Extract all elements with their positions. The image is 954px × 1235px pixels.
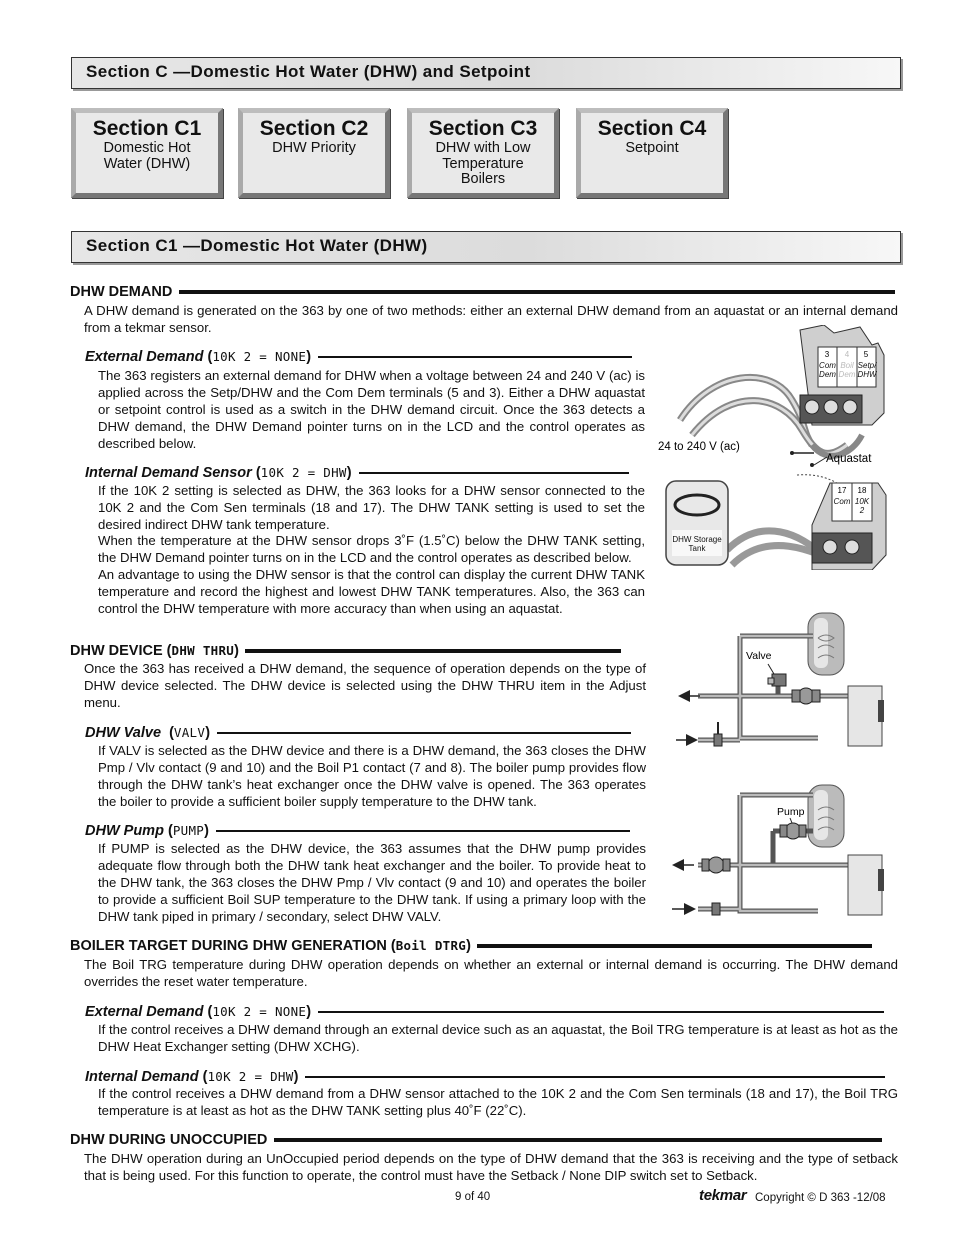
dhw-demand-heading (70, 284, 895, 301)
section-c-banner (71, 57, 901, 89)
boiler-external-demand-heading: External Demand (10K 2 = NONE) (85, 1003, 884, 1021)
dhw-pump-paragraph: If PUMP is selected as the DHW device, the 363 assumes that the DHW pump provides adequate flow through both the DHW tank heat exchanger and the boiler. To provide heat to the DHW tank, the 363 closes the DHW Pmp / Vlv contact (9 and 10) and operates the boiler to provide a sufficient Boil SUP temperature to the DHW tank. If using a primary loop with the DHW tank piped in primary / secondary, select DHW VALV. (98, 841, 646, 924)
boiler-external-demand-paragraph: If the control receives a DHW demand through an external device such as an aquastat, the Boil TRG temperature is at least as hot as the DHW Heat Exchanger setting (DHW XCHG). (98, 1022, 898, 1054)
subheading-title: DHW Pump (85, 823, 164, 839)
copyright: Copyright © D 363 -12/08 (755, 1192, 886, 1204)
tile-section-c2[interactable] (238, 108, 390, 198)
voltage-label: 24 to 240 V (ac) (658, 441, 740, 453)
check-valve (712, 903, 720, 915)
valve-label: Valve (746, 650, 772, 662)
tile-title: Section C4 (597, 117, 707, 140)
heading-text: DHW DURING UNOCCUPIED (70, 1132, 268, 1148)
external-demand-heading: External Demand (10K 2 = NONE) (85, 348, 632, 366)
leader-line (768, 664, 774, 674)
lcd-setting: 10K 2 = DHW (207, 1069, 294, 1084)
terminal-label: Boil Dem (838, 361, 856, 379)
heading-rule (245, 649, 621, 653)
subheading-title: DHW Valve (85, 725, 162, 741)
heading-text: BOILER TARGET DURING DHW GENERATION (70, 938, 387, 954)
flange (702, 859, 709, 871)
tile-subtitle: Setpoint (625, 140, 679, 156)
boiler-fitting (878, 869, 884, 891)
subheading-rule (305, 1076, 885, 1078)
subheading-rule (318, 1011, 884, 1013)
lcd-setting: VALV (173, 725, 206, 740)
dhw-valve-heading: DHW Valve (VALV) (85, 724, 631, 742)
page-number: 9 of 40 (455, 1191, 491, 1203)
lcd-setting: 10K 2 = NONE (212, 1004, 307, 1019)
wiring-diagram (652, 325, 902, 570)
section-c-title: Section C —Domestic Hot Water (DHW) and Setpoint (86, 62, 531, 81)
valve-actuator (768, 678, 774, 684)
terminal-number: 17 (837, 486, 847, 495)
screw (824, 400, 838, 414)
subheading-title: Internal Demand (85, 1069, 199, 1085)
tekmar-logo: tekmar (699, 1187, 747, 1204)
lcd-setting: Boil DTRG (395, 938, 467, 953)
flange (723, 859, 730, 871)
screw (823, 540, 837, 554)
tank-highlight (814, 790, 828, 840)
boiler-target-paragraph: The Boil TRG temperature during DHW operation depends on whether an external or internal demand is occurring. The DHW demand overrides the reset water temperature. (84, 957, 898, 989)
subheading-title: Internal Demand Sensor (85, 465, 252, 481)
dhw-valve-paragraph: If VALV is selected as the DHW device and there is a DHW demand, the 363 closes the DHW Pmp / Vlv contact (9 and 10) and the Boil P1 contact (7 and 8). The boiler pump provides flow through the DHW tank’s heat exchanger once the DHW valve is opened. The 363 operates the boiler to provide a sufficient boiler supply temperature to the DHW tank. (98, 743, 646, 809)
heading-text: DHW DEVICE (70, 643, 163, 659)
internal-demand-paragraph-2: When the temperature at the DHW sensor drops 3˚F (1.5˚C) below the DHW TANK setting, the DHW Demand pointer turns on in the LCD and the control operates as described below. (98, 533, 645, 565)
heading-text: DHW DEMAND (70, 284, 173, 300)
switch-contact (810, 463, 814, 467)
screw (845, 540, 859, 554)
tile-title: Section C3 (428, 117, 538, 140)
boiler-target-heading: BOILER TARGET DURING DHW GENERATION (Boil DTRG) (70, 937, 872, 955)
wire (680, 377, 812, 445)
subheading-title: External Demand (85, 349, 204, 365)
pump-label: Pump (777, 806, 805, 818)
boiler-pump (708, 857, 724, 873)
terminal-label: Com (833, 497, 851, 506)
flange (812, 690, 820, 702)
dhw-demand-paragraph: A DHW demand is generated on the 363 by one of two methods: either an external DHW demand from an aquastat or an internal demand from a tekmar sensor. (84, 303, 898, 335)
subheading-rule (217, 732, 631, 734)
dhw-pump-heading: DHW Pump (PUMP) (85, 822, 630, 840)
heading-rule (274, 1138, 882, 1142)
boiler (848, 686, 882, 746)
tile-subtitle: DHW with Low Temperature Boilers (435, 140, 531, 187)
screw (805, 400, 819, 414)
aquastat-label: Aquastat (826, 453, 872, 465)
lcd-setting: 10K 2 = NONE (212, 349, 307, 364)
boiler-fitting (878, 700, 884, 722)
unoccupied-heading (70, 1132, 882, 1149)
check-valve (714, 734, 722, 746)
boiler-internal-demand-heading: Internal Demand (10K 2 = DHW) (85, 1068, 885, 1086)
section-c1-banner (71, 231, 901, 263)
leader-line (790, 818, 792, 823)
subheading-rule (216, 830, 630, 832)
tank-label: DHW Storage Tank (672, 535, 722, 553)
tile-section-c4[interactable] (576, 108, 728, 198)
screw (843, 400, 857, 414)
heading-rule (179, 290, 895, 294)
boiler (848, 855, 882, 915)
subheading-rule (359, 472, 629, 474)
lcd-setting: PUMP (172, 823, 205, 838)
dhw-device-paragraph: Once the 363 has received a DHW demand, the sequence of operation depends on the type of DHW device selected. The DHW device is selected using the DHW THRU item in the Adjust menu. (84, 661, 646, 710)
terminal-label: 10K 2 (854, 497, 870, 515)
flange (799, 825, 806, 837)
lcd-setting: DHW THRU (171, 643, 235, 658)
unoccupied-paragraph: The DHW operation during an UnOccupied period depends on the type of DHW demand that the 363 is receiving and the type of setback that is being used. For this function to operate, the control must have the Setback / None DIP switch set to Setback. (84, 1151, 898, 1183)
heading-rule (477, 944, 872, 948)
tile-subtitle: Domestic Hot Water (DHW) (103, 140, 191, 172)
screw-strip (812, 533, 872, 563)
tile-section-c3[interactable] (407, 108, 559, 198)
terminal-number: 3 (824, 350, 830, 359)
internal-demand-paragraph-1: If the 10K 2 setting is selected as DHW, the 363 looks for a DHW sensor connected to the 10K 2 and the Com Sen terminals (18 and 17). The DHW TANK setting is used to set the desired indirect DHW tank temperature. (98, 483, 645, 532)
terminal-label: Com Dem (819, 361, 836, 379)
tile-title: Section C1 (92, 117, 202, 140)
external-demand-paragraph: The 363 registers an external demand for DHW when a voltage between 24 and 240 V (ac) is applied across the Setp/DHW and the Com Dem terminals (5 and 3). Either a DHW aquastat or setpoint control is used as a switch in the DHW demand circuit. Once the 363 detects a DHW demand, the DHW Demand pointer turns on in the LCD and the control operates as described below. (98, 368, 645, 451)
flange (780, 825, 787, 837)
flange (792, 690, 800, 702)
valve-piping-diagram (668, 608, 890, 750)
internal-demand-paragraph-3: An advantage to using the DHW sensor is that the control can display the current DHW TANK temperature and record the highest and lowest DHW TANK temperatures. Also, the 363 can control the DHW temperature with more accuracy than when using an aquastat. (98, 567, 645, 616)
lcd-setting: 10K 2 = DHW (260, 465, 347, 480)
dhw-device-heading: DHW DEVICE (DHW THRU) (70, 642, 621, 660)
terminal-number: 5 (863, 350, 869, 359)
tile-title: Section C2 (259, 117, 369, 140)
wire (680, 377, 812, 445)
tile-subtitle: DHW Priority (272, 140, 356, 156)
boiler-internal-demand-paragraph: If the control receives a DHW demand from a DHW sensor attached to the 10K 2 and the Com Sen terminals (18 and 17), the Boil TRG temperature is at least as hot as the DHW TANK setting plus 40˚F (22˚C). (98, 1086, 898, 1118)
terminal-number: 18 (857, 486, 867, 495)
pump-piping-diagram (668, 783, 890, 921)
subheading-rule (318, 356, 632, 358)
tile-section-c1[interactable] (71, 108, 223, 198)
internal-demand-sensor-heading: Internal Demand Sensor (10K 2 = DHW) (85, 464, 629, 482)
subheading-title: External Demand (85, 1004, 204, 1020)
section-c1-title: Section C1 —Domestic Hot Water (DHW) (86, 236, 428, 255)
tank-highlight (814, 618, 828, 668)
terminal-label: Setp/ DHW (857, 361, 877, 379)
terminal-number: 4 (844, 350, 850, 359)
